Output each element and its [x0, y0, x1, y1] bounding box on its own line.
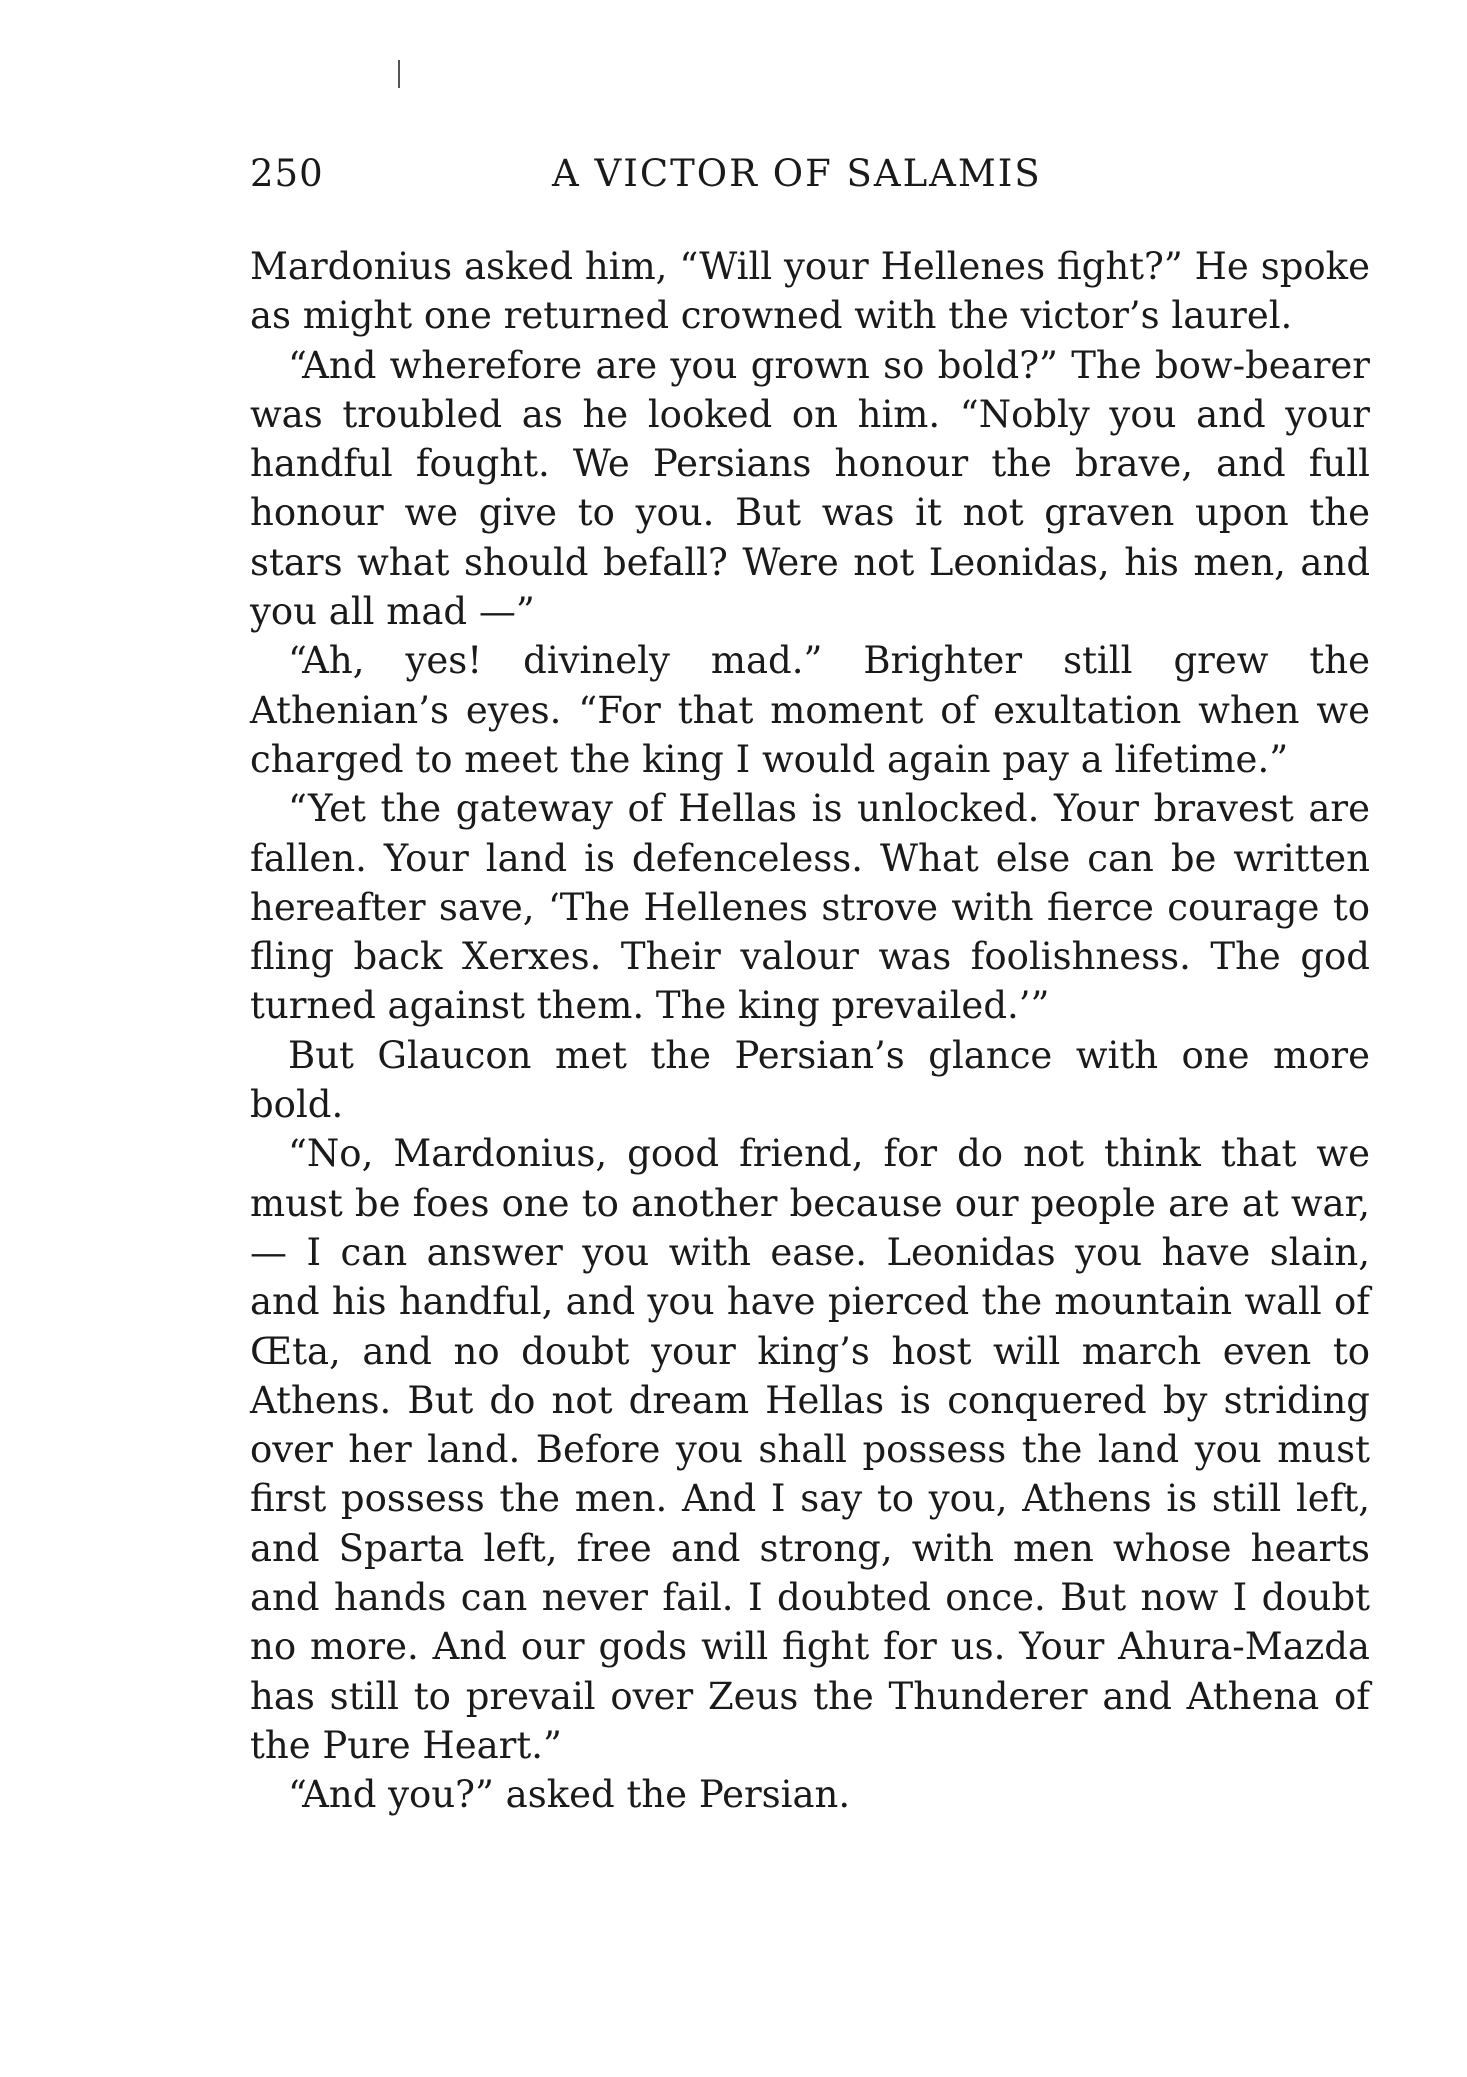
- paragraph-2: “And wherefore are you grown so bold?” The bow-bearer was troubled as he looked on him. “Nobly you and your handful fought. We Persians honour the brave, and full honour we give to you. But was it not graven upon the stars what should befall? Were not Leonidas, his men, and you all mad —”: [250, 343, 1370, 634]
- paragraph-1: Mardonius asked him, “Will your Hellenes fight?” He spoke as might one returned crowned with the victor’s laurel.: [250, 245, 1370, 338]
- paragraph-6: “No, Mardonius, good friend, for do not think that we must be foes one to another because our people are at war, — I can answer you with ease. Leonidas you have slain, and his handful, and you have pierced the mountain wall of Œta, and no doubt your king’s host will march even to Athens. But do not dream Hellas is conquered by striding over her land. Before you shall possess the land you must first possess the men. And I say to you, Athens is still left, and Sparta left, free and strong, with men whose hearts and hands can never fail. I doubted once. But now I doubt no more. And our gods will fight for us. Your Ahura-Mazda has still to prevail over Zeus the Thunderer and Athena of the Pure Heart.”: [250, 1132, 1370, 1767]
- paragraph-5: But Glaucon met the Persian’s glance with one more bold.: [250, 1033, 1370, 1127]
- margin-mark: [398, 60, 400, 88]
- page-header: [250, 152, 1370, 208]
- paragraph-7: “And you?” asked the Persian.: [288, 1773, 851, 1817]
- page-number: 250: [250, 152, 324, 195]
- paragraph-4: “Yet the gateway of Hellas is unlocked. Your bravest are fallen. Your land is defenceless. What else can be written hereafter save, ‘The Hellenes strove with fierce courage to fling back Xerxes. Their valour was foolishness. The god turned against them. The king prevailed.’”: [250, 787, 1370, 1028]
- paragraph-3: “Ah, yes! divinely mad.” Brighter still grew the Athenian’s eyes. “For that moment of exultation when we charged to meet the king I would again pay a lifetime.”: [250, 639, 1370, 781]
- running-title: A VICTOR OF SALAMIS: [552, 152, 1042, 195]
- body-text: [250, 242, 1370, 1820]
